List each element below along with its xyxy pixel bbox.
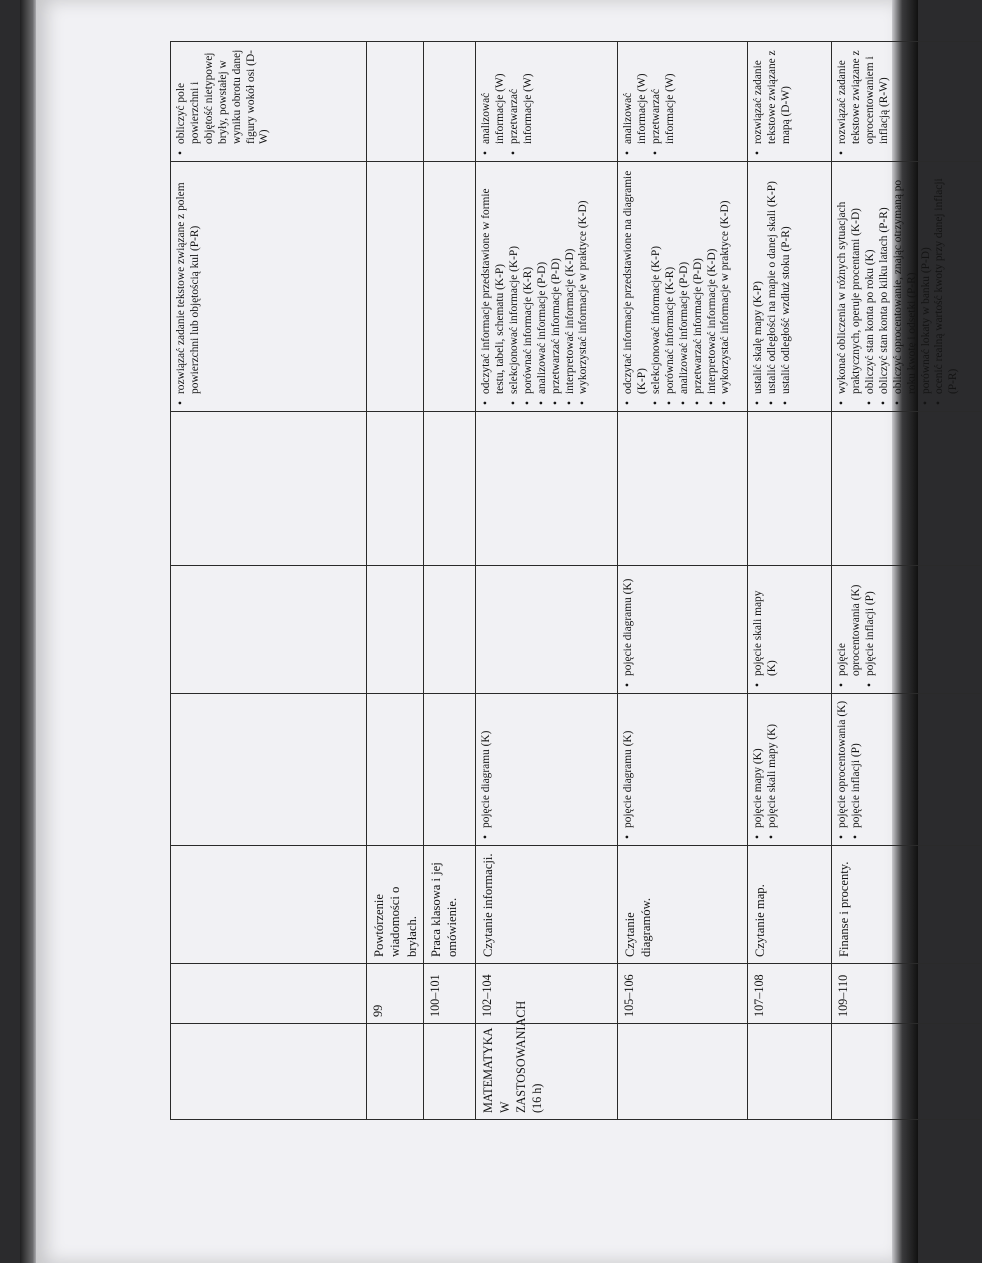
list-item: • porównać informacje (K-R) bbox=[664, 168, 678, 405]
list-item: • rozwiązać zadanie tekstowe związane z polem powierzchni lub objętością kul (P-R) bbox=[175, 168, 203, 405]
concepts-basic-list bbox=[622, 700, 636, 839]
skills-basic-cell bbox=[367, 162, 424, 412]
table-row bbox=[171, 42, 367, 1120]
list-item: • rozwiązać zadanie tekstowe związane z oprocentowaniem i inflacją (R-W) bbox=[836, 48, 892, 155]
list-item: • porównać informacje (K-R) bbox=[522, 168, 536, 405]
skills-extended-cell bbox=[832, 42, 982, 162]
skills-extended-cell bbox=[476, 42, 618, 162]
section-cell bbox=[748, 1024, 832, 1120]
list-item: • obliczyć stan konta po kilku latach (P-R) bbox=[878, 168, 892, 405]
concepts-basic-cell bbox=[171, 694, 367, 846]
curriculum-table bbox=[170, 41, 982, 1120]
topic-cell: Czytanie map. bbox=[748, 846, 832, 964]
section-cell: MATEMATYKA W ZASTOSOWANIACH (16 h) bbox=[476, 1024, 618, 1120]
lesson-number-cell: 107–108 bbox=[748, 964, 832, 1024]
list-item: • obliczyć stan konta po roku (K) bbox=[864, 168, 878, 405]
list-item: • analizować informacje (W) bbox=[480, 48, 508, 155]
list-item: • pojęcie skali mapy (K) bbox=[766, 700, 780, 839]
list-item: • obliczyć oprocentowanie, znając otrzymaną po roku kwotę i odsetki (P-R) bbox=[892, 168, 920, 405]
concepts-basic-cell bbox=[367, 694, 424, 846]
list-item: • przetwarzać informacje (W) bbox=[650, 48, 678, 155]
rotated-table-container bbox=[170, 42, 960, 1120]
list-item: • ocenić realną wartość kwoty przy danej inflacji (P-R) bbox=[933, 168, 961, 405]
skills-extended-list bbox=[836, 48, 892, 155]
empty-cell bbox=[748, 412, 832, 566]
skills-extended-cell bbox=[618, 42, 748, 162]
concepts-extended-cell bbox=[832, 566, 982, 694]
concepts-basic-cell bbox=[618, 694, 748, 846]
list-item: • analizować informacje (P-D) bbox=[678, 168, 692, 405]
list-item: • pojęcie diagramu (K) bbox=[480, 700, 494, 839]
concepts-extended-cell bbox=[476, 566, 618, 694]
lesson-number-cell: 105–106 bbox=[618, 964, 748, 1024]
concepts-basic-cell bbox=[832, 694, 982, 846]
skills-basic-cell bbox=[748, 162, 832, 412]
section-cell bbox=[424, 1024, 476, 1120]
empty-cell bbox=[171, 412, 367, 566]
topic-cell bbox=[171, 846, 367, 964]
section-cell bbox=[171, 1024, 367, 1120]
skills-basic-cell bbox=[476, 162, 618, 412]
section-cell bbox=[618, 1024, 748, 1120]
concepts-basic-cell bbox=[476, 694, 618, 846]
list-item: • rozwiązać zadanie tekstowe związane z mapą (D-W) bbox=[752, 48, 794, 155]
list-item: • wykonać obliczenia w różnych sytuacjach praktycznych, operuje procentami (K-D) bbox=[836, 168, 864, 405]
skills-basic-list bbox=[622, 168, 733, 405]
table-row bbox=[748, 42, 832, 1120]
list-item: • selekcjonować informacje (K-P) bbox=[650, 168, 664, 405]
lesson-number-cell: 102–104 bbox=[476, 964, 618, 1024]
empty-cell bbox=[424, 412, 476, 566]
table-row bbox=[832, 42, 982, 1120]
list-item: • pojęcie skali mapy (K) bbox=[752, 572, 780, 687]
skills-extended-list bbox=[752, 48, 794, 155]
list-item: • przetwarzać informacje (W) bbox=[508, 48, 536, 155]
empty-cell bbox=[367, 412, 424, 566]
lesson-number-cell: 99 bbox=[367, 964, 424, 1024]
list-item: • obliczyć pole powierzchni i objętość nietypowej bryły, powstałej w wyniku obrotu danej figury wokół osi (D-W) bbox=[175, 48, 272, 155]
topic-cell: Czytanie informacji. bbox=[476, 846, 618, 964]
skills-basic-cell bbox=[171, 162, 367, 412]
list-item: • pojęcie diagramu (K) bbox=[622, 572, 636, 687]
skills-extended-list bbox=[622, 48, 678, 155]
list-item: • selekcjonować informacje (K-P) bbox=[508, 168, 522, 405]
concepts-extended-cell bbox=[424, 566, 476, 694]
section-cell bbox=[367, 1024, 424, 1120]
list-item: • odczytać informacje przedstawione na diagramie (K-P) bbox=[622, 168, 650, 405]
list-item: • pojęcie inflacji (P) bbox=[864, 572, 878, 687]
list-item: • przetwarzać informacje (P-D) bbox=[692, 168, 706, 405]
table-row bbox=[476, 42, 618, 1120]
skills-basic-cell bbox=[424, 162, 476, 412]
list-item: • wykorzystać informacje w praktyce (K-D) bbox=[577, 168, 591, 405]
table-row bbox=[618, 42, 748, 1120]
skills-basic-list bbox=[752, 168, 794, 405]
lesson-number-cell bbox=[171, 964, 367, 1024]
table-body bbox=[171, 42, 982, 1120]
skills-basic-cell bbox=[618, 162, 748, 412]
list-item: • ustalić odległość wzdłuż stoku (P-R) bbox=[780, 168, 794, 405]
skills-extended-cell bbox=[424, 42, 476, 162]
concepts-basic-list bbox=[752, 700, 780, 839]
concepts-basic-list bbox=[480, 700, 494, 839]
concepts-extended-cell bbox=[171, 566, 367, 694]
list-item: • ustalić skalę mapy (K-P) bbox=[752, 168, 766, 405]
concepts-extended-cell bbox=[367, 566, 424, 694]
skills-extended-cell bbox=[171, 42, 367, 162]
list-item: • pojęcie mapy (K) bbox=[752, 700, 766, 839]
topic-cell: Powtórzenie wiadomości o bryłach. bbox=[367, 846, 424, 964]
list-item: • pojęcie oprocentowania (K) bbox=[836, 700, 850, 839]
list-item: • pojęcie diagramu (K) bbox=[622, 700, 636, 839]
lesson-number-cell: 109–110 bbox=[832, 964, 982, 1024]
concepts-extended-cell bbox=[748, 566, 832, 694]
list-item: • interpretować informacje (K-D) bbox=[706, 168, 720, 405]
concepts-extended-list bbox=[752, 572, 780, 687]
topic-cell: Finanse i procenty. bbox=[832, 846, 982, 964]
skills-extended-list bbox=[480, 48, 536, 155]
concepts-extended-list bbox=[836, 572, 878, 687]
concepts-basic-list bbox=[836, 700, 864, 839]
topic-cell: Czytanie diagramów. bbox=[618, 846, 748, 964]
skills-extended-list bbox=[175, 48, 272, 155]
skills-extended-cell bbox=[748, 42, 832, 162]
lesson-number-cell: 100–101 bbox=[424, 964, 476, 1024]
concepts-basic-cell bbox=[424, 694, 476, 846]
list-item: • wykorzystać informacje w praktyce (K-D) bbox=[719, 168, 733, 405]
list-item: • interpretować informacje (K-D) bbox=[564, 168, 578, 405]
list-item: • porównać lokaty w banku (P-D) bbox=[920, 168, 934, 405]
topic-cell: Praca klasowa i jej omówienie. bbox=[424, 846, 476, 964]
empty-cell bbox=[618, 412, 748, 566]
list-item: • odczytać informacje przedstawione w formie testu, tabeli, schematu (K-P) bbox=[480, 168, 508, 405]
section-cell bbox=[832, 1024, 982, 1120]
skills-basic-cell bbox=[832, 162, 982, 412]
list-item: • analizować informacje (P-D) bbox=[536, 168, 550, 405]
concepts-basic-cell bbox=[748, 694, 832, 846]
list-item: • przetwarzać informacje (P-D) bbox=[550, 168, 564, 405]
table-row bbox=[367, 42, 424, 1120]
empty-cell bbox=[476, 412, 618, 566]
list-item: • analizować informacje (W) bbox=[622, 48, 650, 155]
concepts-extended-list bbox=[622, 572, 636, 687]
skills-basic-list bbox=[175, 168, 203, 405]
list-item: • pojęcie inflacji (P) bbox=[850, 700, 864, 839]
table-row bbox=[424, 42, 476, 1120]
skills-basic-list bbox=[836, 168, 961, 405]
concepts-extended-cell bbox=[618, 566, 748, 694]
empty-cell bbox=[832, 412, 982, 566]
skills-extended-cell bbox=[367, 42, 424, 162]
list-item: • ustalić odległości na mapie o danej skali (K-P) bbox=[766, 168, 780, 405]
list-item: • pojęcie oprocentowania (K) bbox=[836, 572, 864, 687]
skills-basic-list bbox=[480, 168, 591, 405]
